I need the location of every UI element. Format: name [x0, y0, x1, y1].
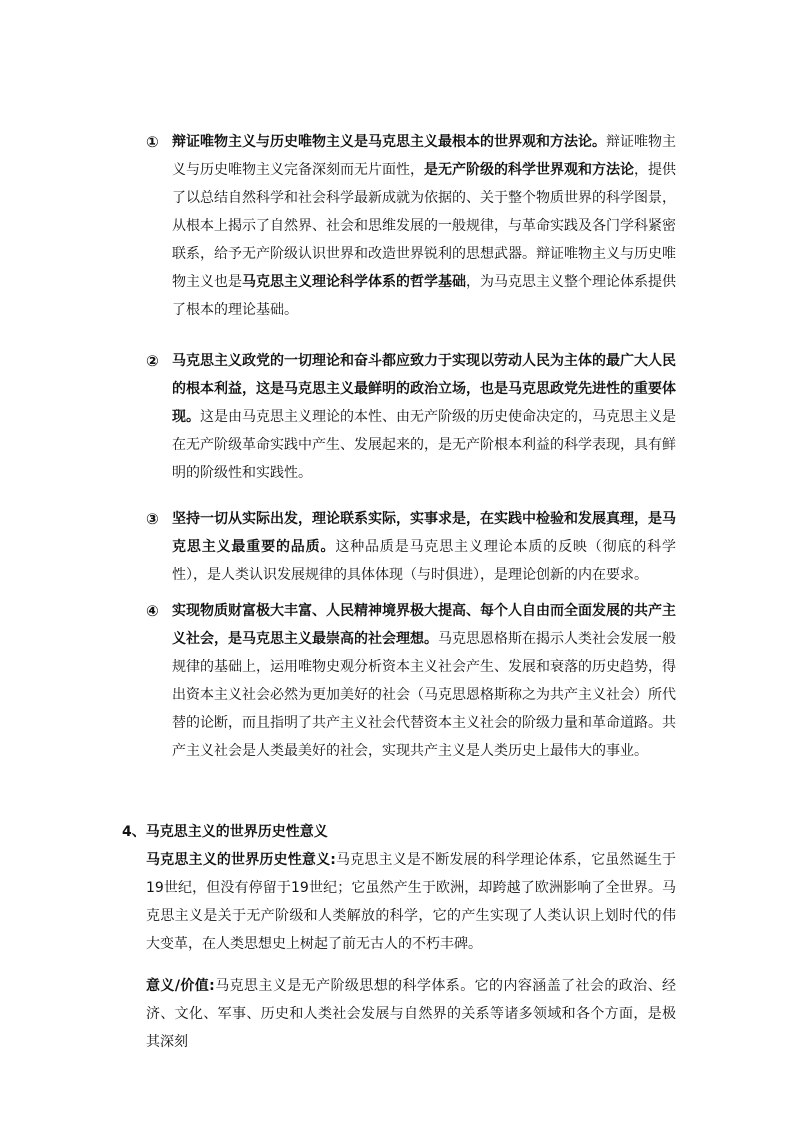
plain-text: 马克思主义是不断发展的科学理论体系，它虽然诞生于19世纪，但没有停留于19世纪；它虽然产生于欧洲，却跨越了欧洲影响了全世界。马克思主义是关于无产阶级和人类解放的科学，它的产生实现了人类认识上划时代的伟大变革，在人类思想史上树起了前无古人的不朽丰碑。 — [146, 852, 676, 952]
bold-text: 是无产阶级的科学世界观和方法论 — [424, 162, 634, 178]
section-paragraph-1 — [146, 846, 676, 958]
item-marker: ② — [146, 352, 159, 370]
bold-text: 坚持一切从实际出发，理论联系实际，实事求是，在实践中检验和发展真理，是马克思主义最重要的品质。 — [172, 511, 676, 555]
item-paragraph — [172, 347, 676, 487]
bold-text: 马克思主义理论科学体系的哲学基础 — [242, 274, 466, 290]
item-marker: ④ — [146, 602, 159, 620]
plain-text: 马克思恩格斯在揭示人类社会发展一般规律的基础上，运用唯物史观分析资本主义社会产生、发展和衰落的历史趋势，得出资本主义社会必然为更加美好的社会（马克思恩格斯称之为共产主义社会）所代替的论断，而且指明了共产主义社会代替资本主义社会的阶级力量和革命道路。共产主义社会是人类最美好的社会，实现共产主义是人类历史上最伟大的事业。 — [172, 631, 676, 759]
section-heading: 4、马克思主义的世界历史性意义 — [122, 824, 328, 840]
item-paragraph — [172, 505, 676, 589]
item-marker: ① — [146, 133, 159, 151]
item-paragraph — [172, 128, 676, 324]
item-paragraph — [172, 597, 676, 765]
item-marker: ③ — [146, 510, 159, 528]
bold-text: 辩证唯物主义与历史唯物主义是马克思主义最根本的世界观和方法论。 — [172, 134, 606, 150]
plain-text: 辩证唯物主义与历史唯物主义完备深刻而无片面性， — [172, 134, 676, 178]
bold-text: 马克思主义政党的一切理论和奋斗都应致力于实现以劳动人民为主体的最广大人民的根本利益，这是马克思主义最鲜明的政治立场，也是马克思政党先进性的重要体现。 — [172, 353, 676, 425]
plain-text: 马克思主义是无产阶级思想的科学体系。它的内容涵盖了社会的政治、经济、文化、军事、历史和人类社会发展与自然界的关系等诸多领域和各个方面，是极其深刻 — [146, 978, 676, 1050]
plain-text: 这种品质是马克思主义理论本质的反映（彻底的科学性），是人类认识发展规律的具体体现（与时俱进），是理论创新的内在要求。 — [172, 539, 677, 583]
plain-text: 这是由马克思主义理论的本性、由无产阶级的历史使命决定的，马克思主义是在无产阶级革命实践中产生、发展起来的，是无产阶根本利益的科学表现，具有鲜明的阶级性和实践性。 — [172, 409, 676, 481]
plain-text: ，提供了以总结自然科学和社会科学最新成就为依据的、关于整个物质世界的科学图景，从根本上揭示了自然界、社会和思维发展的一般规律，与革命实践及各门学科紧密联系，给予无产阶级认识世界和改造世界锐利的思想武器。辩证唯物主义与历史唯物主义也是 — [172, 162, 676, 290]
bold-text: 意义/价值: — [146, 978, 215, 994]
bold-text: 马克思主义的世界历史性意义: — [146, 852, 336, 868]
section-paragraph-2 — [146, 972, 676, 1056]
bold-text: 实现物质财富极大丰富、人民精神境界极大提高、每个人自由而全面发展的共产主义社会，是马克思主义最崇高的社会理想。 — [172, 603, 676, 647]
plain-text: ，为马克思主义整个理论体系提供了根本的理论基础。 — [172, 274, 676, 318]
